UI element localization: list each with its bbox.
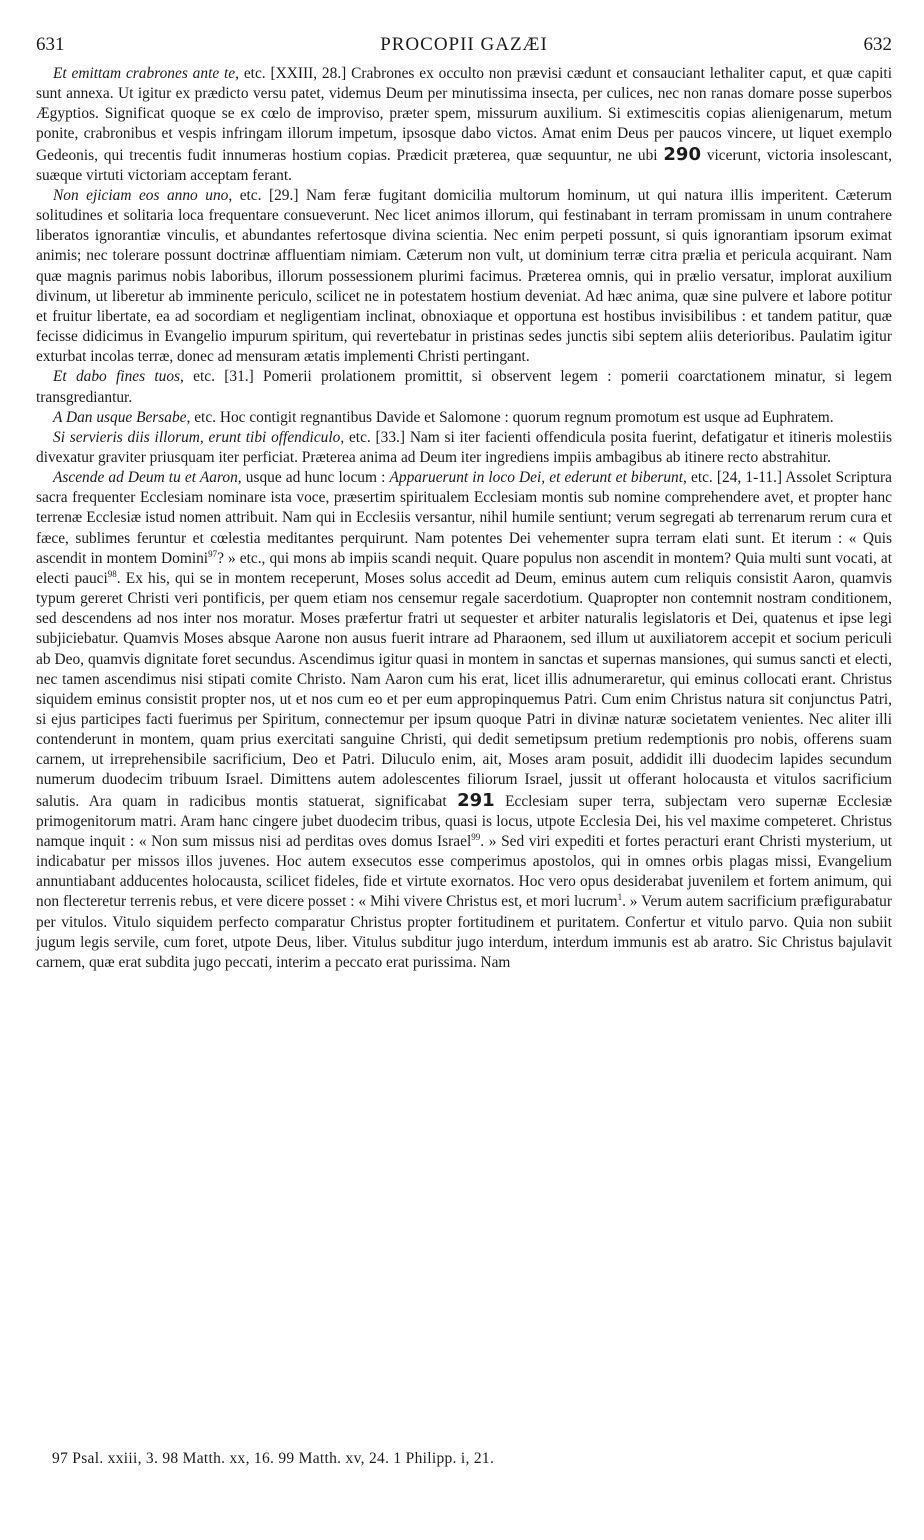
text-run: , etc. [33.] Nam si iter facienti offendicula posita fuerint, defatigatur et itineris molestiis divexatur graviter priusquam iter perficiat. Præterea anima ad Deum iter ingrediens impiis ambagibus ab itinere recto abstrahitur.: [36, 428, 892, 466]
footnotes: 97 Psal. xxiii, 3. 98 Matth. xx, 16. 99 Matth. xv, 24. 1 Philipp. i, 21.: [52, 1450, 495, 1467]
paragraph: [36, 468, 892, 973]
lemma-text: A Dan usque Bersabe: [53, 408, 187, 426]
lemma-text: Ascende ad Deum tu et Aaron: [53, 469, 238, 487]
text-run: . » Verum autem sacrificium præfigurabatur per vitulos. Vitulo siquidem perfecto comparatur Christus propter fortitudinem et puritatem. Confertur et vitulo parvo. Quia non subiit jugum legis servile, cum foret, utpote Deus, liber. Vitulus subditur jugo interdum, interdum immunis est ab aratro. Sic Christus bajulavit carnem, quæ erat subdita jugo peccati, interim a peccato erat purissima. Nam: [36, 893, 893, 971]
paragraph: [36, 64, 892, 186]
text-run: , etc. Hoc contigit regnantibus Davide et Salomone : quorum regnum promotum est usque ad Euphratem.: [186, 408, 834, 426]
footnote-ref: 97: [208, 548, 218, 559]
footnote-ref: 98: [107, 568, 117, 579]
lemma-text: Si servieris diis illorum, erunt tibi offendiculo: [53, 428, 341, 446]
text-run: , etc. [31.] Pomerii prolationem promittit, si observent legem : pomerii coarctationem minatur, si legem transgrediantur.: [36, 368, 892, 406]
text-run: Ecclesiam super terra, subjectam vero supernæ Ecclesiæ primogenitorum matri. Aram hanc cingere jubet duodecim tribus, quasi is locus, utpote Ecclesia Dei, his vel maxime competeret. Christus namque inquit : « Non sum missus nisi ad perditas oves domus Israel: [36, 792, 892, 850]
paragraph: [36, 186, 892, 367]
page: [36, 34, 892, 973]
lemma-text: Apparuerunt in loco Dei, et ederunt et biberunt: [389, 469, 684, 487]
text-run: ? » etc., qui mons ab impiis scandi nequit. Quare populus non ascendit in montem? Quia multi sunt vocati, at electi pauci: [36, 549, 892, 587]
page-number-right: 632: [863, 34, 892, 55]
text-run: , etc. [29.] Nam feræ fugitant domicilia multorum hominum, ut qui natura illis imperitent. Cæterum solitudines et solitaria loca frequentare consueverunt. Nec licet animos illorum, qui festinabant in terram promissam in unum contrahere liberatos ignorantiæ vinculis, et abundantes refertosque divina scientia. Nec enim perpeti possunt, si quis ignorantiam ipsorum eximat animis; nec tolerare possunt doctrinæ affluentiam nimiam. Cæterum non vult, ut dominium terræ citra prælia et pericula acquirant. Nam quæ magnis parimus nobis laboribus, illorum possessionem plurimi facimus. Præterea omnis, qui in prælio versatur, implorat auxilium divinum, ut liberetur ab imminente periculo, scilicet ne in potestatem hostium deveniat. Ad hæc anima, quæ sine pulvere et labore potitur et fruitur libertate, ea ad socordiam et negligentiam inclinat, obnoxiaque et opportuna est hostibus invisibilibus : et tandem patitur, quæ fecisse didicimus in Evangelio impurum spiritum, qui revertebatur in pristinas sedes junctis sibi septem aliis deterioribus. Paulatim igitur exturbat incolas terræ, donec ad mensuram ætatis implementi Christi pertingant.: [36, 186, 892, 366]
column-marker: 291: [457, 789, 495, 811]
text-run: . Ex his, qui se in montem receperunt, Moses solus accedit ad Deum, eminus autem cum reliquis consistit Aaron, quamvis typum gereret Christi veri pontificis, per quem etiam nos censemur regale sacerdotium. Quapropter non contemnit nostram conditionem, sed descendens ad nos inter nos moratur. Moses præfertur fratri ut sequester et arbiter naturalis legislatoris et Dei, quatenus et ipse legi subjiciebatur. Quamvis Moses absque Aarone non ausus fuerit intrare ad Pharaonem, sed illum ut auxiliatorem accepit et socium periculi ab Deo, quamvis dignitate foret secundus. Ascendimus igitur quasi in montem in sanctas et supernas mansiones, qui sumus sancti et electi, nec tamen ascendimus nisi stipati comite Christo. Nam Aaron cum his erat, licet illis adnumeraretur, qui eminus collocati erant. Christus siquidem eminus consistit propter nos, ut et nos cum eo et per eum appropinquemus Patri. Cum enim Christus natura sit conjunctus Patri, si ejus participes facti fuerimus per Spiritum, connectemur per ipsum quoque Patri in divinæ naturæ societatem venientes. Nec aliter illi contenderunt in montem, quam prius exercitati sanguine Christi, qui dedit semetipsum pretium redemptionis pro nobis, offerens suam carnem, ut irreprehensibile sacrificium, Deo et Patri. Diluculo enim, ait, Moses aram posuit, addidit illi duodecim lapides secundum numerum duodecim tribuum Israel. Dimittens autem adolescentes filiorum Israel, jussit ut offerant holocausta et vitulos sacrificium salutis. Ara quam in radicibus montis statuerat, significabat: [36, 569, 892, 810]
paragraph: [36, 428, 892, 468]
lemma-text: Et dabo fines tuos: [53, 368, 181, 386]
footnote-ref: 99: [471, 831, 481, 842]
lemma-text: Non ejiciam eos anno uno: [53, 186, 229, 204]
running-title: PROCOPII GAZÆI: [380, 34, 548, 55]
lemma-text: Et emittam crabrones ante te: [53, 65, 236, 82]
text-run: , etc. [24, 1-11.] Assolet Scriptura sacra frequenter Ecclesiam nominare ista voce, præsertim spiritualem Ecclesiam montis sub nomine comprehendere avet, et propter hanc terrenæ Ecclesiæ istud nomen attribuit. Nam qui in Ecclesiis versantur, nihil humile sentiunt; verum segregati ab terrenarum rerum cura et fæce, sublimes feruntur et cœlestia meditantes perquirunt. Nam potentes Dei vehementer supra terram elati sunt. Et iterum : « Quis ascendit in montem Domini: [36, 469, 893, 567]
text-run: . » Sed viri expediti et fortes peracturi erant Christi mysterium, ut indicabatur per missos illos juvenes. Hoc autem exsecutos esse comperimus apostolos, qui in omnes orbis plagas missi, Evangelium annuntiabant adducentes holocausta, scilicet fideles, fide et virtute exornatos. Hoc vero opus desiderabat juvenilem et fortem animum, qui non flecteretur terrenis rebus, et vere dicere posset : « Mihi vivere Christus est, et mori lucrum: [36, 832, 892, 911]
paragraph: [36, 408, 892, 428]
text-run: , etc. [XXIII, 28.] Crabrones ex occulto non prævisi cædunt et consauciant lethaliter caput, et quæ capiti sunt annexa. Ut igitur ex prædicto versu patet, videmus Deum per minutissima insecta, per culices, nec non ranas domare posse superbos Ægyptios. Significat quoque se ex cœlo de improviso, præter spem, missurum auxilium. Si extimescitis copias alienigenarum, metum ponite, crabronibus et vespis infringam illorum impetum, ipsosque dabo victos. Amat enim Deus per paucos vincere, ut liquet exemplo Gedeonis, qui trecentis fudit innumeras hostium copias. Prædicit præterea, quæ sequuntur, ne ubi: [36, 65, 892, 164]
running-header: [36, 34, 892, 64]
page-number-left: 631: [36, 34, 65, 55]
footnote-ref: 1: [617, 892, 623, 903]
main-text: [36, 64, 892, 973]
text-run: , usque ad hunc locum :: [237, 469, 390, 487]
paragraph: [36, 367, 892, 407]
column-marker: 290: [663, 143, 701, 165]
text-run: vicerunt, victoria insolescant, suæque virtuti victoriam acceptam ferant.: [36, 146, 892, 184]
